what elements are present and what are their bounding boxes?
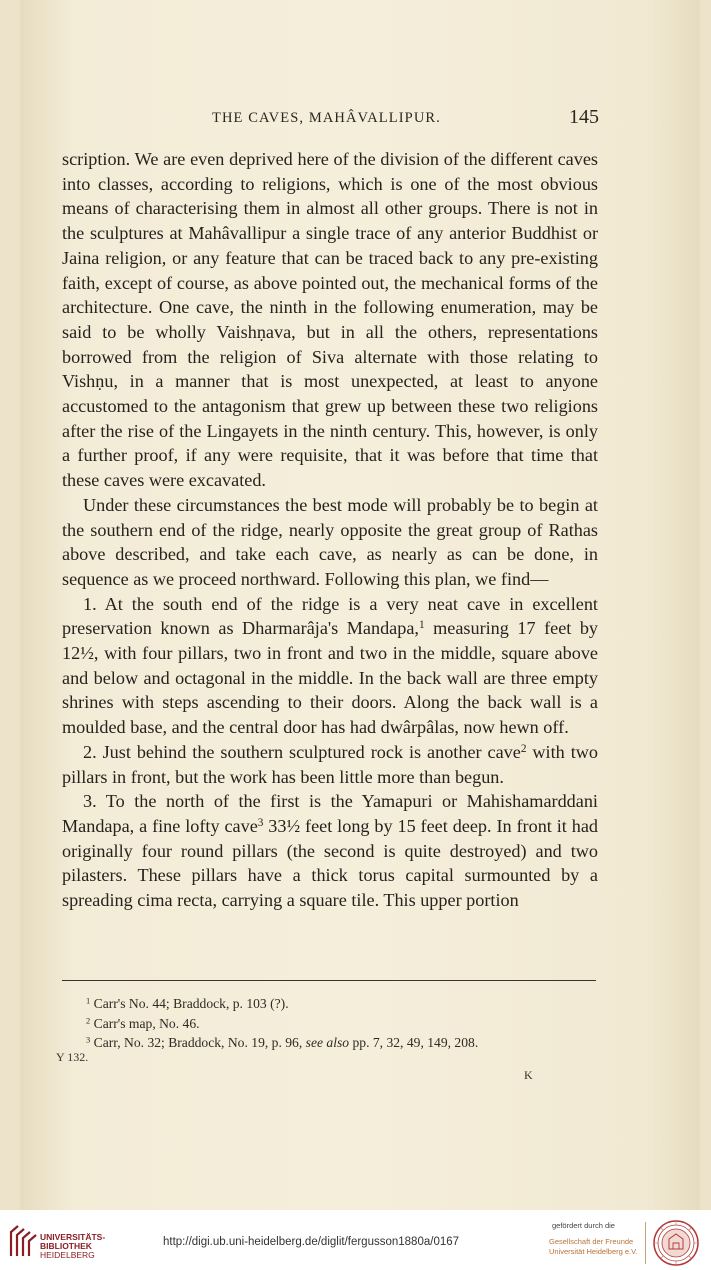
institution-line-3: HEIDELBERG: [40, 1250, 95, 1260]
paragraph-3-text-a: 1. At the south end of the ridge is a very neat cave in excellent preservation known as Dharmarâja's Mandapa,: [62, 593, 598, 639]
signature-mark-right: K: [524, 1068, 533, 1082]
paragraph-5-text-b: 33½ feet long by 15 feet deep. In front it had originally four round pillars (the second is quite destroyed) and two pilasters. These pillars have a thick torus capital surmounted by a spreading cima recta, carrying a square tile. This upper portion: [62, 815, 598, 911]
footnote-3-text-a: Carr, No. 32; Braddock, No. 19, p. 96,: [93, 1035, 306, 1050]
paragraph-4-text-b: with two pillars in front, but the work has been little more than begun.: [62, 741, 598, 787]
footnote-1: [86, 994, 586, 1014]
footnote-ref-3: 3: [257, 816, 264, 829]
footnotes: [86, 994, 586, 1053]
paragraph-1: [62, 147, 598, 493]
paragraph-4: [62, 740, 598, 789]
paragraph-5: [62, 789, 598, 913]
body-text: [62, 147, 598, 913]
footnote-2-text: Carr's map, No. 46.: [93, 1015, 200, 1031]
footnote-2-mark: 2: [86, 1014, 91, 1025]
footnote-1-mark: 1: [86, 995, 91, 1006]
paragraph-2: [62, 493, 598, 592]
university-library-name: [40, 1233, 105, 1260]
footnote-ref-2: 2: [520, 742, 527, 755]
footnote-2: [86, 1014, 586, 1034]
paragraph-4-text-a: 2. Just behind the southern sculptured rock is another cave: [83, 741, 521, 762]
footnote-3: [86, 1033, 586, 1053]
running-head: THE CAVES, MAHÂVALLIPUR.: [212, 110, 441, 126]
funded-by-label: gefördert durch die: [552, 1221, 615, 1230]
society-name: [549, 1237, 638, 1257]
institution-line-1: UNIVERSITÄTS-: [40, 1232, 106, 1242]
permalink-url[interactable]: http://digi.ub.uni-heidelberg.de/diglit/fergusson1880a/0167: [163, 1236, 460, 1248]
paragraph-1-text: scription. We are even deprived here of the division of the different caves into classes, according to religions, which is one of the most obvious means of characterising them in almost all other groups. There is not in the sculptures at Mahâvallipur a single trace of any anterior Buddhist or Jaina religion, or any feature that can be traced back to any pre-existing faith, except of course, as above pointed out, the mechanical forms of the architecture. One cave, the ninth in the following enumeration, may be said to be wholly Vaishṇava, but in all the others, representations borrowed from the religion of Siva alternate with those relating to Vishṇu, in a manner that is most unexpected, at least to anyone accustomed to the antagonism that grew up between these two religions after the rise of the Lingayets in the ninth century. This, however, is only a further proof, if any were requisite, that it was before that time that these caves were excavated.: [62, 149, 598, 491]
paragraph-3: [62, 592, 598, 740]
footnote-ref-1: 1: [418, 619, 425, 632]
paragraph-3-text-b: measuring 17 feet by 12½, with four pillars, two in front and two in the middle, square above and below and octagonal in the middle. In the back wall are three empty shrines with steps ascending to their doors. Along the back wall is a moulded base, and the central door has had dwârpâlas, now hewn off.: [62, 618, 599, 738]
footnote-rule: [62, 980, 596, 981]
university-library-logo-icon: [8, 1222, 40, 1260]
university-seal-icon: [652, 1219, 700, 1267]
footer-divider: [645, 1222, 646, 1264]
signature-mark-left: Y 132.: [56, 1050, 89, 1064]
paragraph-5-text-a: 3. To the north of the first is the Yamapuri or Mahishamarddani Mandapa, a fine lofty cave: [62, 791, 598, 836]
footnote-3-text-b: pp. 7, 32, 49, 149, 208.: [349, 1035, 479, 1050]
footnote-3-mark: 3: [86, 1034, 91, 1045]
institution-line-2: BIBLIOTHEK: [40, 1241, 92, 1251]
paragraph-2-text: Under these circumstances the best mode will probably be to begin at the southern end of the ridge, nearly opposite the great group of Rathas above described, and take each cave, as nearly as can be done, in sequence as we proceed northward. Following this plan, we find—: [62, 494, 598, 589]
footnote-1-text: Carr's No. 44; Braddock, p. 103 (?).: [93, 996, 289, 1011]
footnote-3-italic: see also: [305, 1035, 350, 1050]
page-number: 145: [569, 106, 599, 128]
society-line-1: Gesellschaft der Freunde: [549, 1237, 634, 1246]
society-line-2: Universität Heidelberg e.V.: [549, 1247, 638, 1256]
